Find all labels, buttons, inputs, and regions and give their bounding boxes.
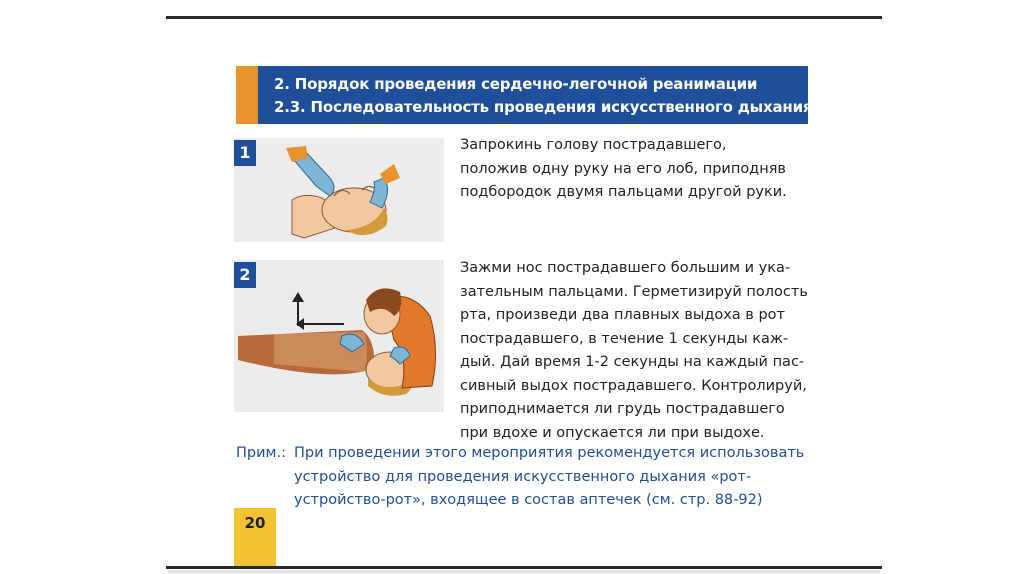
step-1-line: Запрокинь голову пострадавшего, — [460, 137, 727, 153]
step-2-illustration — [234, 260, 444, 412]
step-1-line: положив одну руку на его лоб, приподняв — [460, 160, 786, 177]
step-2-line: приподнимается ли грудь пострадавшего — [460, 401, 785, 417]
thumbnail-strip[interactable] — [168, 570, 880, 574]
bottom-divider — [166, 566, 882, 569]
header-accent-bar — [236, 66, 258, 124]
head-tilt-chin-lift-icon — [234, 138, 444, 242]
step-2-line: пострадавшего, в течение 1 секунды каж- — [460, 330, 789, 347]
subsection-title: 2.3. Последовательность проведения искусственного дыхания — [274, 98, 813, 116]
step-2-line: дый. Дай время 1-2 секунды на каждый пас- — [460, 354, 805, 370]
step-2-line: зательным пальцами. Герметизируй полость — [460, 283, 808, 300]
step-1-illustration — [234, 138, 444, 242]
step-1-text — [460, 134, 787, 205]
step-2-line: рта, произведи два плавных выдоха в рот — [460, 307, 785, 323]
step-2-text — [460, 257, 808, 445]
section-title: 2. Порядок проведения сердечно-легочной реанимации — [274, 75, 758, 93]
section-header — [258, 66, 813, 124]
step-2-line: сивный выдох пострадавшего. Контролируй, — [460, 377, 807, 394]
note-line: устройство-рот», входящее в состав аптечек (см. стр. 88-92) — [294, 492, 763, 508]
mouth-to-mouth-breathing-icon — [234, 260, 444, 412]
note-line: При проведении этого мероприятия рекомендуется использовать — [294, 445, 805, 461]
note-line: устройство для проведения искусственного дыхания «рот- — [294, 468, 752, 485]
note-label: Прим.: — [236, 445, 286, 461]
step-2-line: Зажми нос пострадавшего большим и ука- — [460, 260, 791, 276]
step-2-badge: 2 — [234, 262, 256, 288]
note-text — [294, 442, 804, 513]
step-1-badge: 1 — [234, 140, 256, 166]
top-divider — [166, 16, 882, 19]
step-2-line: при вдохе и опускается ли при выдохе. — [460, 424, 765, 441]
step-1-line: подбородок двумя пальцами другой руки. — [460, 184, 787, 200]
page-number: 20 — [244, 514, 266, 532]
